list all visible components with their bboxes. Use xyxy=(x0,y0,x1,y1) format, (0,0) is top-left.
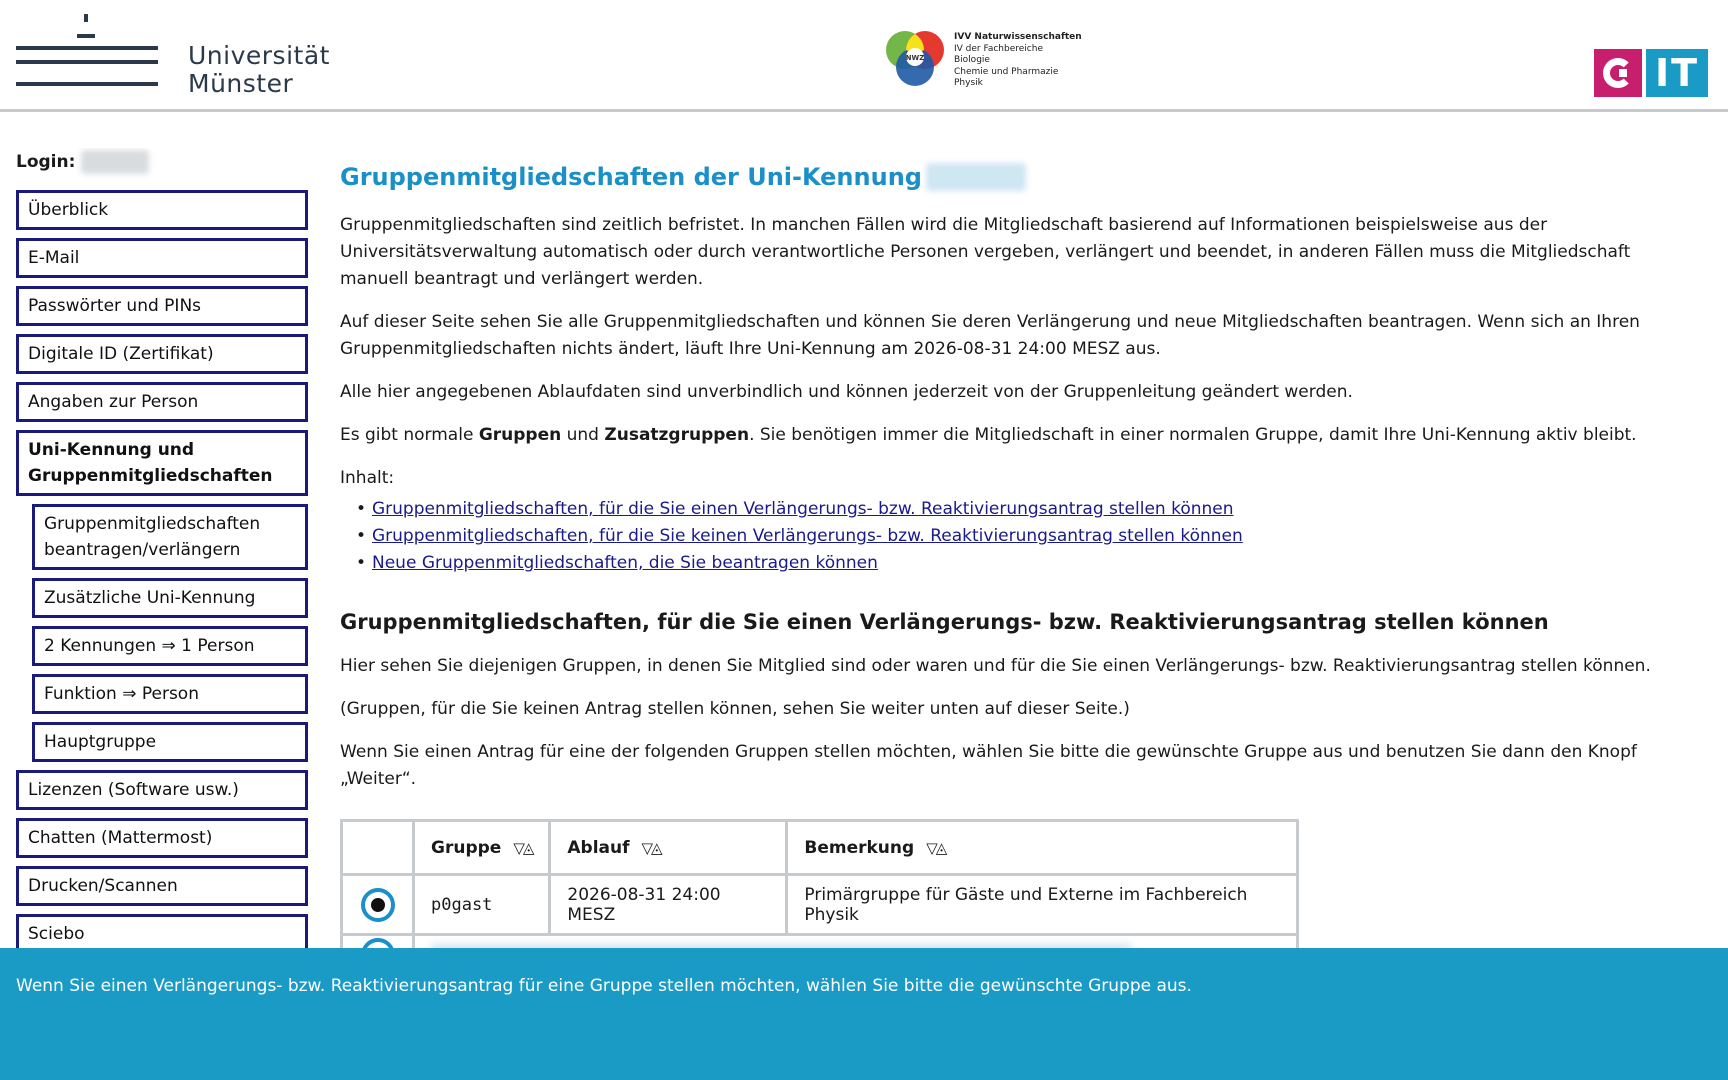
column-header-gruppe[interactable] xyxy=(414,821,550,875)
sidebar-item-digital-id[interactable]: Digitale ID (Zertifikat) xyxy=(16,334,308,374)
select-cell xyxy=(342,875,414,935)
info-paragraph: Auf dieser Seite sehen Sie alle Gruppenmitgliedschaften und können Sie deren Verlängerung und neue Mitgliedschaften beantragen. Wenn sich an Ihren Gruppenmitgliedschaften nichts ändert, läuft Ihre Uni-Kennung am 2026-08-31 24:00 MESZ aus. xyxy=(340,312,1640,359)
table-row xyxy=(342,875,1298,935)
text-fragment: und xyxy=(561,425,605,445)
sidebar-item-person[interactable]: Angaben zur Person xyxy=(16,382,308,422)
page-title xyxy=(340,160,1700,194)
text-fragment: . Sie benötigen immer die Mitgliedschaft in einer normalen Gruppe, damit Ihre Uni-Kennung aktiv bleibt. xyxy=(749,425,1637,445)
ivv-line: IV der Fachbereiche xyxy=(954,43,1043,54)
login-username-redacted xyxy=(81,150,149,174)
sidebar-nav xyxy=(16,190,308,948)
toc-link-renewable[interactable]: Gruppenmitgliedschaften, für die Sie einen Verlängerungs- bzw. Reaktivierungsantrag stellen können xyxy=(372,499,1234,519)
sidebar-item-email[interactable]: E-Mail xyxy=(16,238,308,278)
cell-ablauf: 2026-08-31 24:00 MESZ xyxy=(550,875,787,935)
cit-c-icon xyxy=(1594,49,1642,97)
page-title-text: Gruppenmitgliedschaften der Uni-Kennung xyxy=(340,163,922,191)
column-header-label: Gruppe xyxy=(431,837,502,858)
toc-link-new[interactable]: Neue Gruppenmitgliedschaften, die Sie beantragen können xyxy=(372,553,878,573)
cit-logo[interactable] xyxy=(1594,49,1708,97)
cell-gruppe: p0gast xyxy=(414,875,550,935)
disclaimer-paragraph: Alle hier angegebenen Ablaufdaten sind unverbindlich und können jederzeit von der Gruppenleitung geändert werden. xyxy=(340,382,1353,402)
bold-groups: Gruppen xyxy=(478,425,562,445)
sidebar-item-main-group[interactable]: Hauptgruppe xyxy=(32,722,308,762)
sort-icon[interactable]: ▽◬ xyxy=(926,838,946,857)
logo-bar xyxy=(16,60,158,64)
column-header-label: Ablauf xyxy=(567,837,630,858)
logo-bar xyxy=(16,82,158,86)
cit-it-text: IT xyxy=(1646,49,1708,97)
ivv-circles-icon xyxy=(880,26,954,100)
toc-item xyxy=(340,523,1700,550)
ivv-line: Biologie xyxy=(954,55,990,65)
status-bar xyxy=(0,948,1728,1080)
section-intro: Hier sehen Sie diejenigen Gruppen, in denen Sie Mitglied sind oder waren und für die Sie einen Verlängerungs- bzw. Reaktivierungsantrag stellen können. xyxy=(340,656,1651,676)
page-title-username-redacted xyxy=(926,163,1026,191)
logo-wordmark-line2: Münster xyxy=(188,69,294,98)
ivv-logo-text xyxy=(954,32,1082,90)
bold-additional-groups: Zusatzgruppen xyxy=(604,425,750,445)
column-header-bemerkung[interactable] xyxy=(787,821,1298,875)
sidebar-item-two-ids[interactable]: 2 Kennungen ⇒ 1 Person xyxy=(32,626,308,666)
sidebar-item-chat[interactable]: Chatten (Mattermost) xyxy=(16,818,308,858)
group-select-radio[interactable] xyxy=(361,888,395,922)
column-header-ablauf[interactable] xyxy=(550,821,787,875)
sidebar-item-group-requests[interactable]: Gruppenmitgliedschaften beantragen/verlängern xyxy=(32,504,308,570)
section-note: (Gruppen, für die Sie keinen Antrag stellen können, sehen Sie weiter unten auf dieser Seite.) xyxy=(340,699,1130,719)
table-of-contents xyxy=(340,496,1700,577)
ivv-logo[interactable] xyxy=(880,26,1080,100)
logo-bar xyxy=(77,34,95,38)
logo-wordmark-line1: Universität xyxy=(188,41,330,70)
logo-bar xyxy=(84,14,88,22)
login-label: Login: xyxy=(16,152,76,172)
toc-label: Inhalt: xyxy=(340,468,395,488)
intro-paragraph: Gruppenmitgliedschaften sind zeitlich befristet. In manchen Fällen wird die Mitgliedschaft basierend auf Informationen beispielsweise aus der Universitätsverwaltung automatisch oder durch verantwortliche Personen vergeben, verlängert und beendet, in anderen Fällen muss die Mitgliedschaft manuell beantragt und verlängert werden. xyxy=(340,215,1631,289)
sidebar-item-sciebo[interactable]: Sciebo xyxy=(16,914,308,948)
cell-bemerkung: Primärgruppe für Gäste und Externe im Fachbereich Physik xyxy=(787,875,1298,935)
logo-bar xyxy=(104,46,158,50)
ivv-line: Chemie und Pharmazie xyxy=(954,66,1059,77)
main-content xyxy=(340,160,1700,976)
select-column-header xyxy=(342,821,414,875)
university-logo[interactable] xyxy=(16,14,336,98)
section-heading: Gruppenmitgliedschaften, für die Sie einen Verlängerungs- bzw. Reaktivierungsantrag stellen können xyxy=(340,610,1549,634)
ivv-line: IVV Naturwissenschaften xyxy=(954,32,1082,42)
sort-icon[interactable]: ▽◬ xyxy=(641,838,661,857)
sidebar-item-uni-kennung[interactable]: Uni-Kennung und Gruppenmitgliedschaften xyxy=(16,430,308,496)
site-header xyxy=(0,0,1728,112)
ivv-badge-text: NWZ xyxy=(905,54,925,62)
table-header-row xyxy=(342,821,1298,875)
sidebar-item-additional-id[interactable]: Zusätzliche Uni-Kennung xyxy=(32,578,308,618)
login-info xyxy=(16,148,308,176)
sidebar-item-overview[interactable]: Überblick xyxy=(16,190,308,230)
sidebar-item-passwords[interactable]: Passwörter und PINs xyxy=(16,286,308,326)
group-types-paragraph xyxy=(340,422,1700,449)
text-fragment: Es gibt normale xyxy=(340,425,479,445)
column-header-label: Bemerkung xyxy=(804,837,915,858)
toc-link-non-renewable[interactable]: Gruppenmitgliedschaften, für die Sie keinen Verlängerungs- bzw. Reaktivierungsantrag stellen können xyxy=(372,526,1243,546)
sidebar-item-licenses[interactable]: Lizenzen (Software usw.) xyxy=(16,770,308,810)
section-instruction: Wenn Sie einen Antrag für eine der folgenden Gruppen stellen möchten, wählen Sie bitte die gewünschte Gruppe aus und benutzen Sie dann den Knopf „Weiter“. xyxy=(340,742,1637,789)
sidebar-item-print-scan[interactable]: Drucken/Scannen xyxy=(16,866,308,906)
sort-icon[interactable]: ▽◬ xyxy=(513,838,533,857)
ivv-line: Physik xyxy=(954,78,983,88)
toc-item xyxy=(340,550,1700,577)
sidebar-item-function-person[interactable]: Funktion ⇒ Person xyxy=(32,674,308,714)
sidebar xyxy=(16,148,308,948)
status-message: Wenn Sie einen Verlängerungs- bzw. Reaktivierungsantrag für eine Gruppe stellen möchten, wählen Sie bitte die gewünschte Gruppe aus. xyxy=(16,976,1192,996)
toc-item xyxy=(340,496,1700,523)
